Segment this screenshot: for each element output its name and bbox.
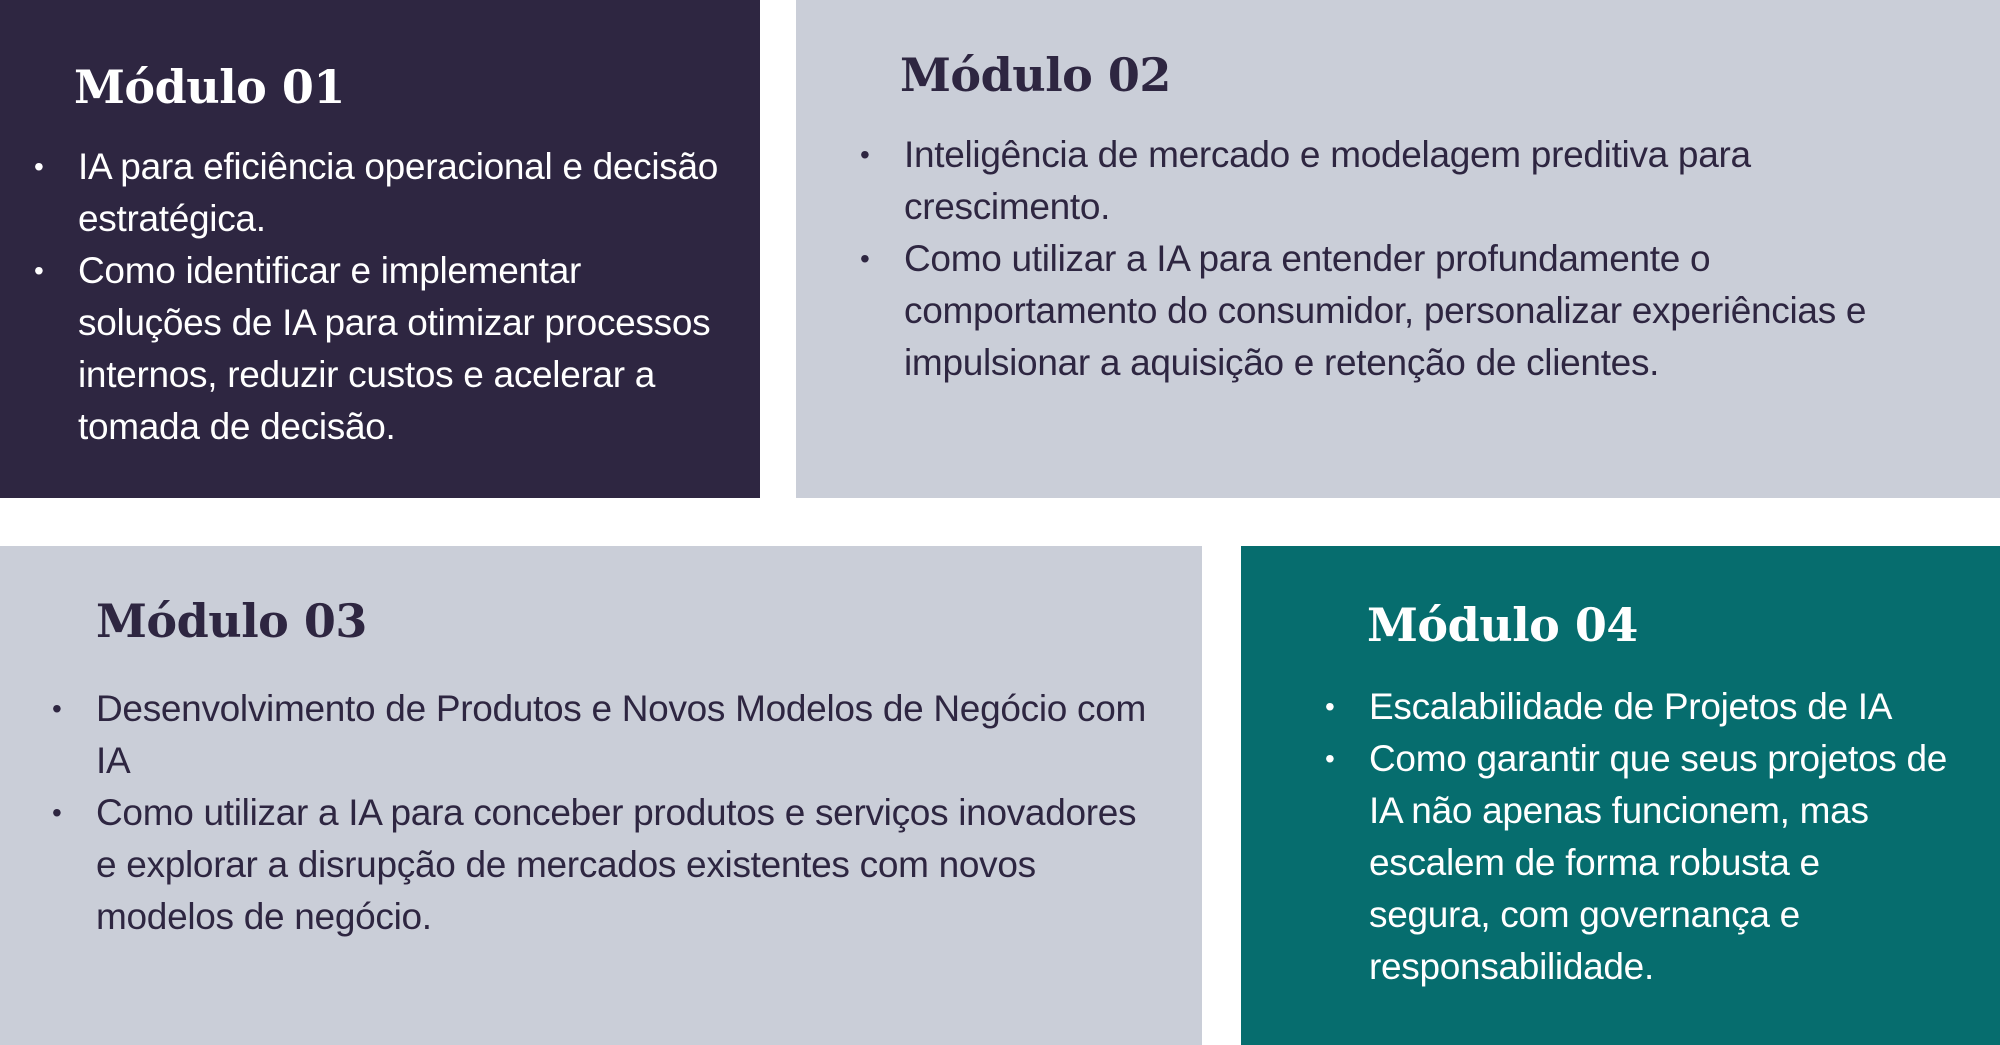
module-01-bullet-list <box>32 141 720 453</box>
module-01-title: Módulo 01 <box>74 60 345 114</box>
module-02-card <box>796 0 2000 498</box>
module-02-bullet-2: • Como utilizar a IA para entender profundamente o comportamento do consumidor, personalizar experiências e impulsionar a aquisição e retenção de clientes. <box>858 233 1950 389</box>
module-01-bullet-1: • IA para eficiência operacional e decisão estratégica. <box>32 141 720 245</box>
module-04-bullet-list <box>1323 681 1950 993</box>
module-02-bullet-1: • Inteligência de mercado e modelagem preditiva para crescimento. <box>858 129 1950 233</box>
module-04-bullet-1: • Escalabilidade de Projetos de IA <box>1323 681 1950 733</box>
module-03-card <box>0 546 1202 1045</box>
module-01-bullet-2: • Como identificar e implementar soluções de IA para otimizar processos internos, reduzir custos e acelerar a tomada de decisão. <box>32 245 720 453</box>
module-04-title: Módulo 04 <box>1367 598 1638 652</box>
module-01-card <box>0 0 760 498</box>
module-03-bullet-1: • Desenvolvimento de Produtos e Novos Modelos de Negócio com IA <box>50 683 1162 787</box>
module-04-card <box>1241 546 2000 1045</box>
module-02-bullet-list <box>858 129 1950 389</box>
module-02-title: Módulo 02 <box>900 48 1171 102</box>
module-03-bullet-list <box>50 683 1162 943</box>
module-03-title: Módulo 03 <box>96 594 367 648</box>
module-03-bullet-2: • Como utilizar a IA para conceber produtos e serviços inovadores e explorar a disrupção de mercados existentes com novos modelos de negócio. <box>50 787 1162 943</box>
module-04-bullet-2: • Como garantir que seus projetos de IA não apenas funcionem, mas escalem de forma robusta e segura, com governança e responsabilidade. <box>1323 733 1950 993</box>
